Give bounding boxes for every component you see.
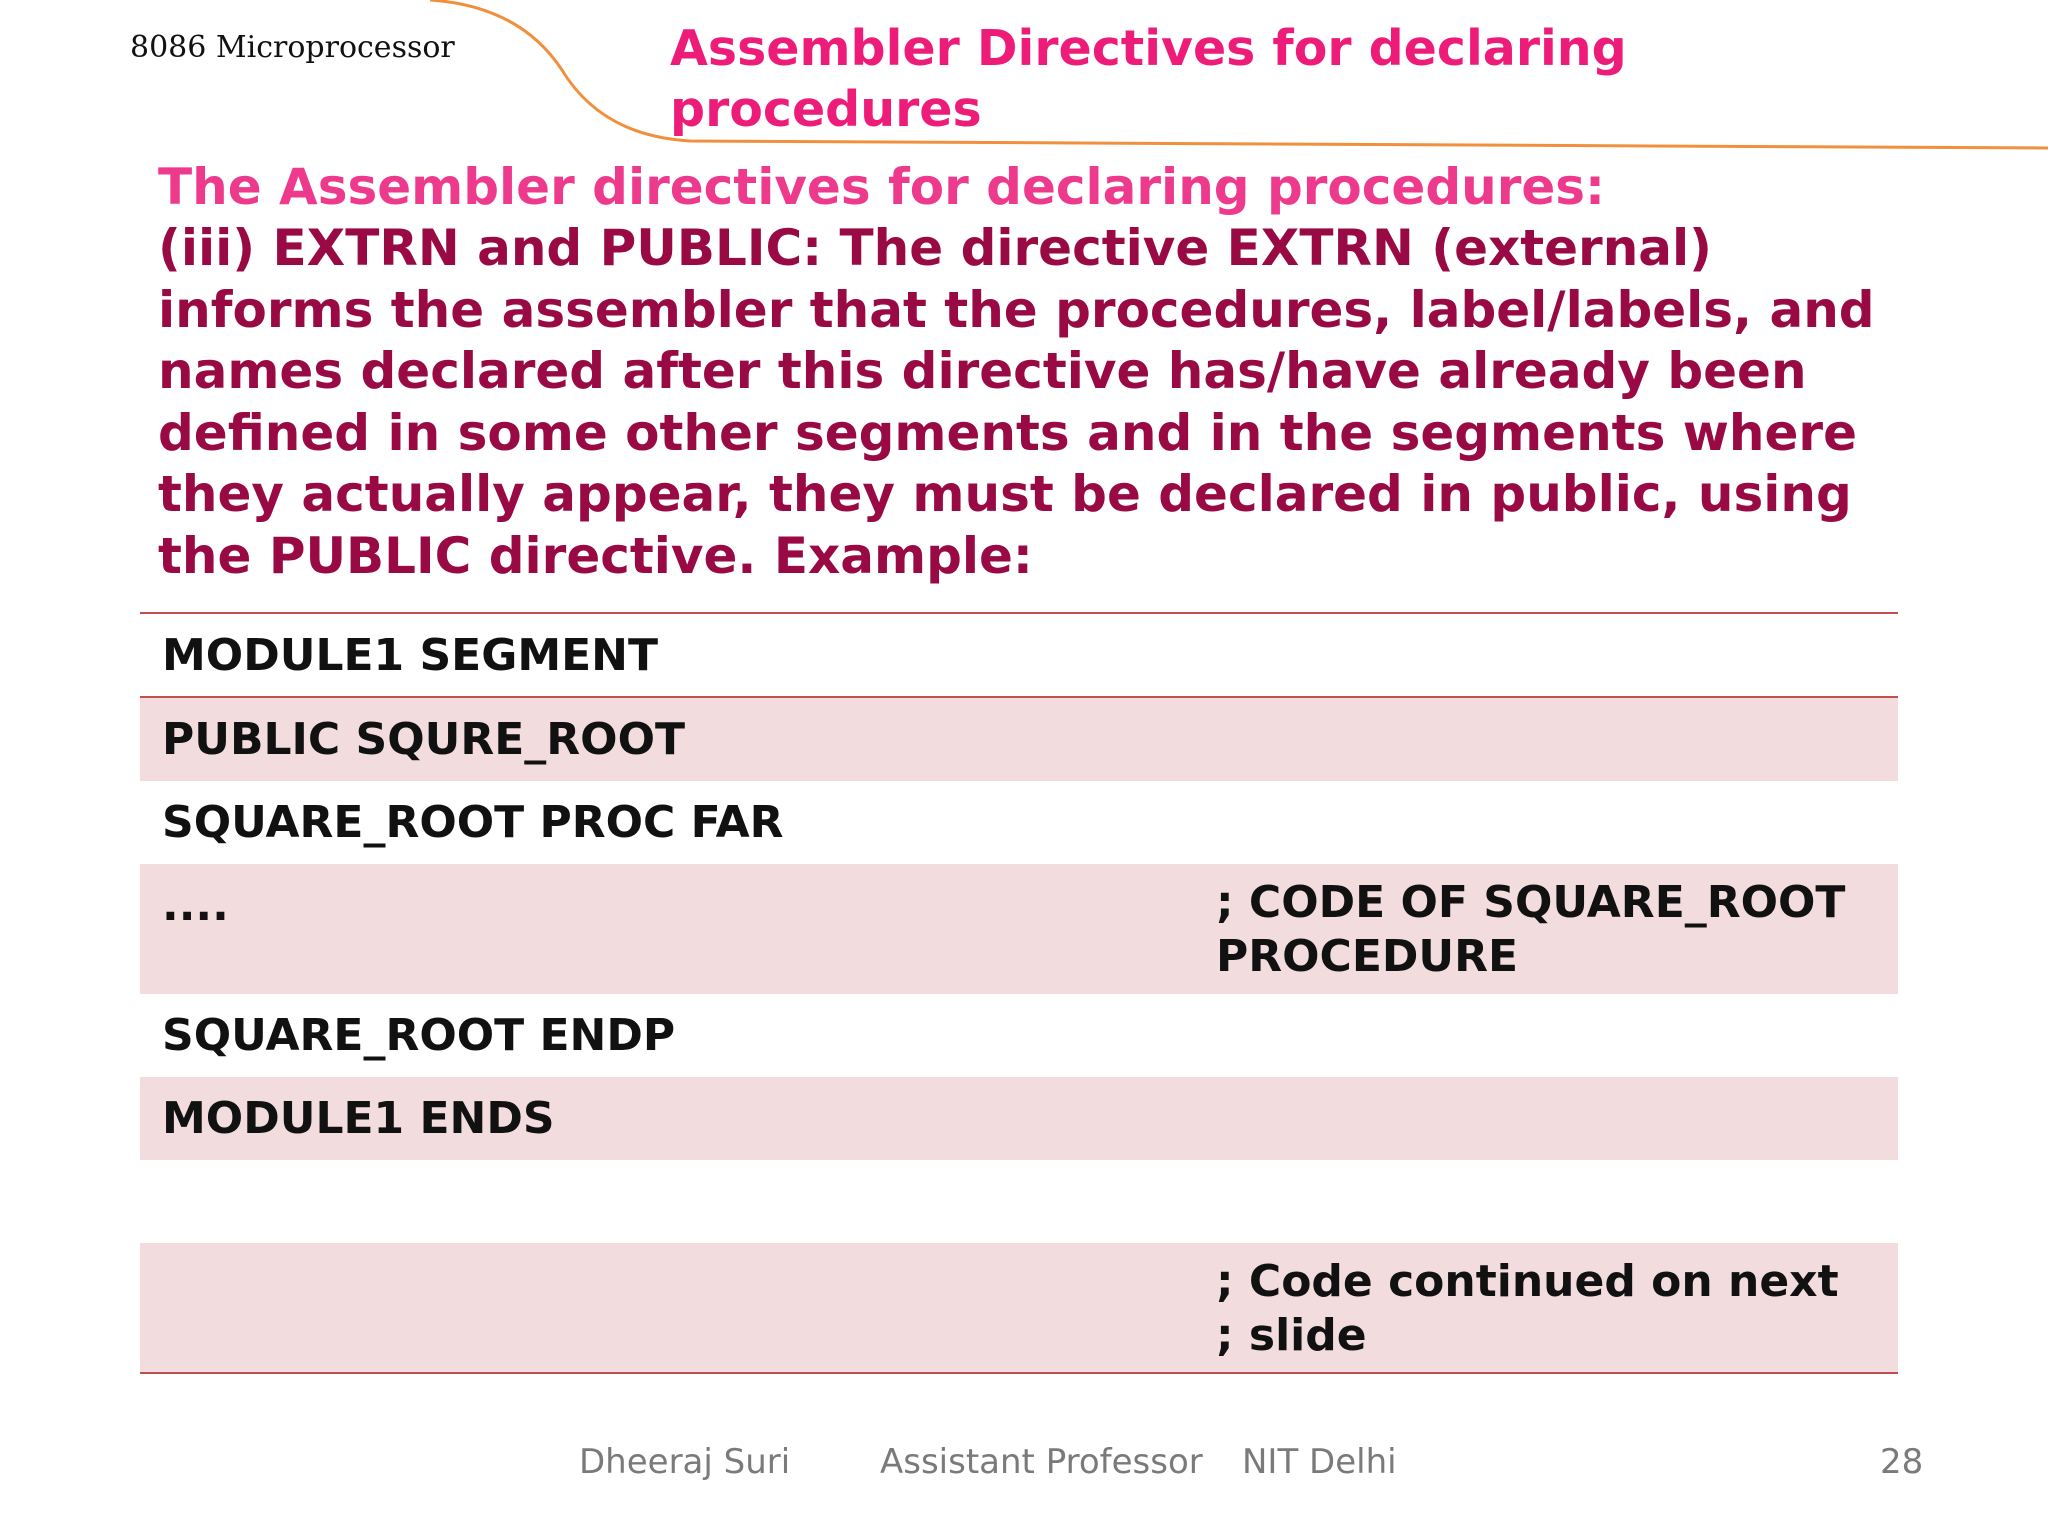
table-row	[140, 994, 1898, 1077]
code-cell: SQUARE_ROOT ENDP	[162, 1010, 676, 1061]
table-row	[140, 864, 1898, 994]
comment-cell: ; CODE OF SQUARE_ROOT PROCEDURE	[1216, 877, 1846, 982]
table-row	[140, 1077, 1898, 1160]
code-cell: MODULE1 ENDS	[162, 1093, 555, 1144]
page-number: 28	[1880, 1442, 1924, 1482]
code-cell: PUBLIC SQURE_ROOT	[162, 714, 685, 765]
table-row	[140, 1243, 1898, 1372]
footer-institute: NIT Delhi	[1242, 1442, 1397, 1482]
table-row	[140, 698, 1898, 781]
footer-title: Assistant Professor	[880, 1442, 1203, 1482]
comment-cell: ; Code continued on next ; slide	[1216, 1256, 1839, 1361]
course-label: 8086 Microprocessor	[130, 30, 455, 65]
table-row	[140, 614, 1898, 698]
table-row	[140, 1160, 1898, 1243]
intro-heading: The Assembler directives for declaring procedures:	[158, 158, 1606, 216]
body-paragraph: (iii) EXTRN and PUBLIC: The directive EXTRN (external) informs the assembler that the procedures, label/labels, and names declared after this directive has/have already been defined in some other segments and in the segments where they actually appear, they must be declared in public, using the PUBLIC directive. Example:	[158, 219, 1875, 585]
table-row	[140, 781, 1898, 864]
code-cell: MODULE1 SEGMENT	[162, 630, 659, 681]
footer-author: Dheeraj Suri	[579, 1442, 791, 1482]
code-cell: ....	[162, 880, 229, 931]
code-cell: SQUARE_ROOT PROC FAR	[162, 797, 784, 848]
slide-title: Assembler Directives for declaring procedures	[670, 20, 1627, 138]
code-table	[140, 612, 1898, 1374]
